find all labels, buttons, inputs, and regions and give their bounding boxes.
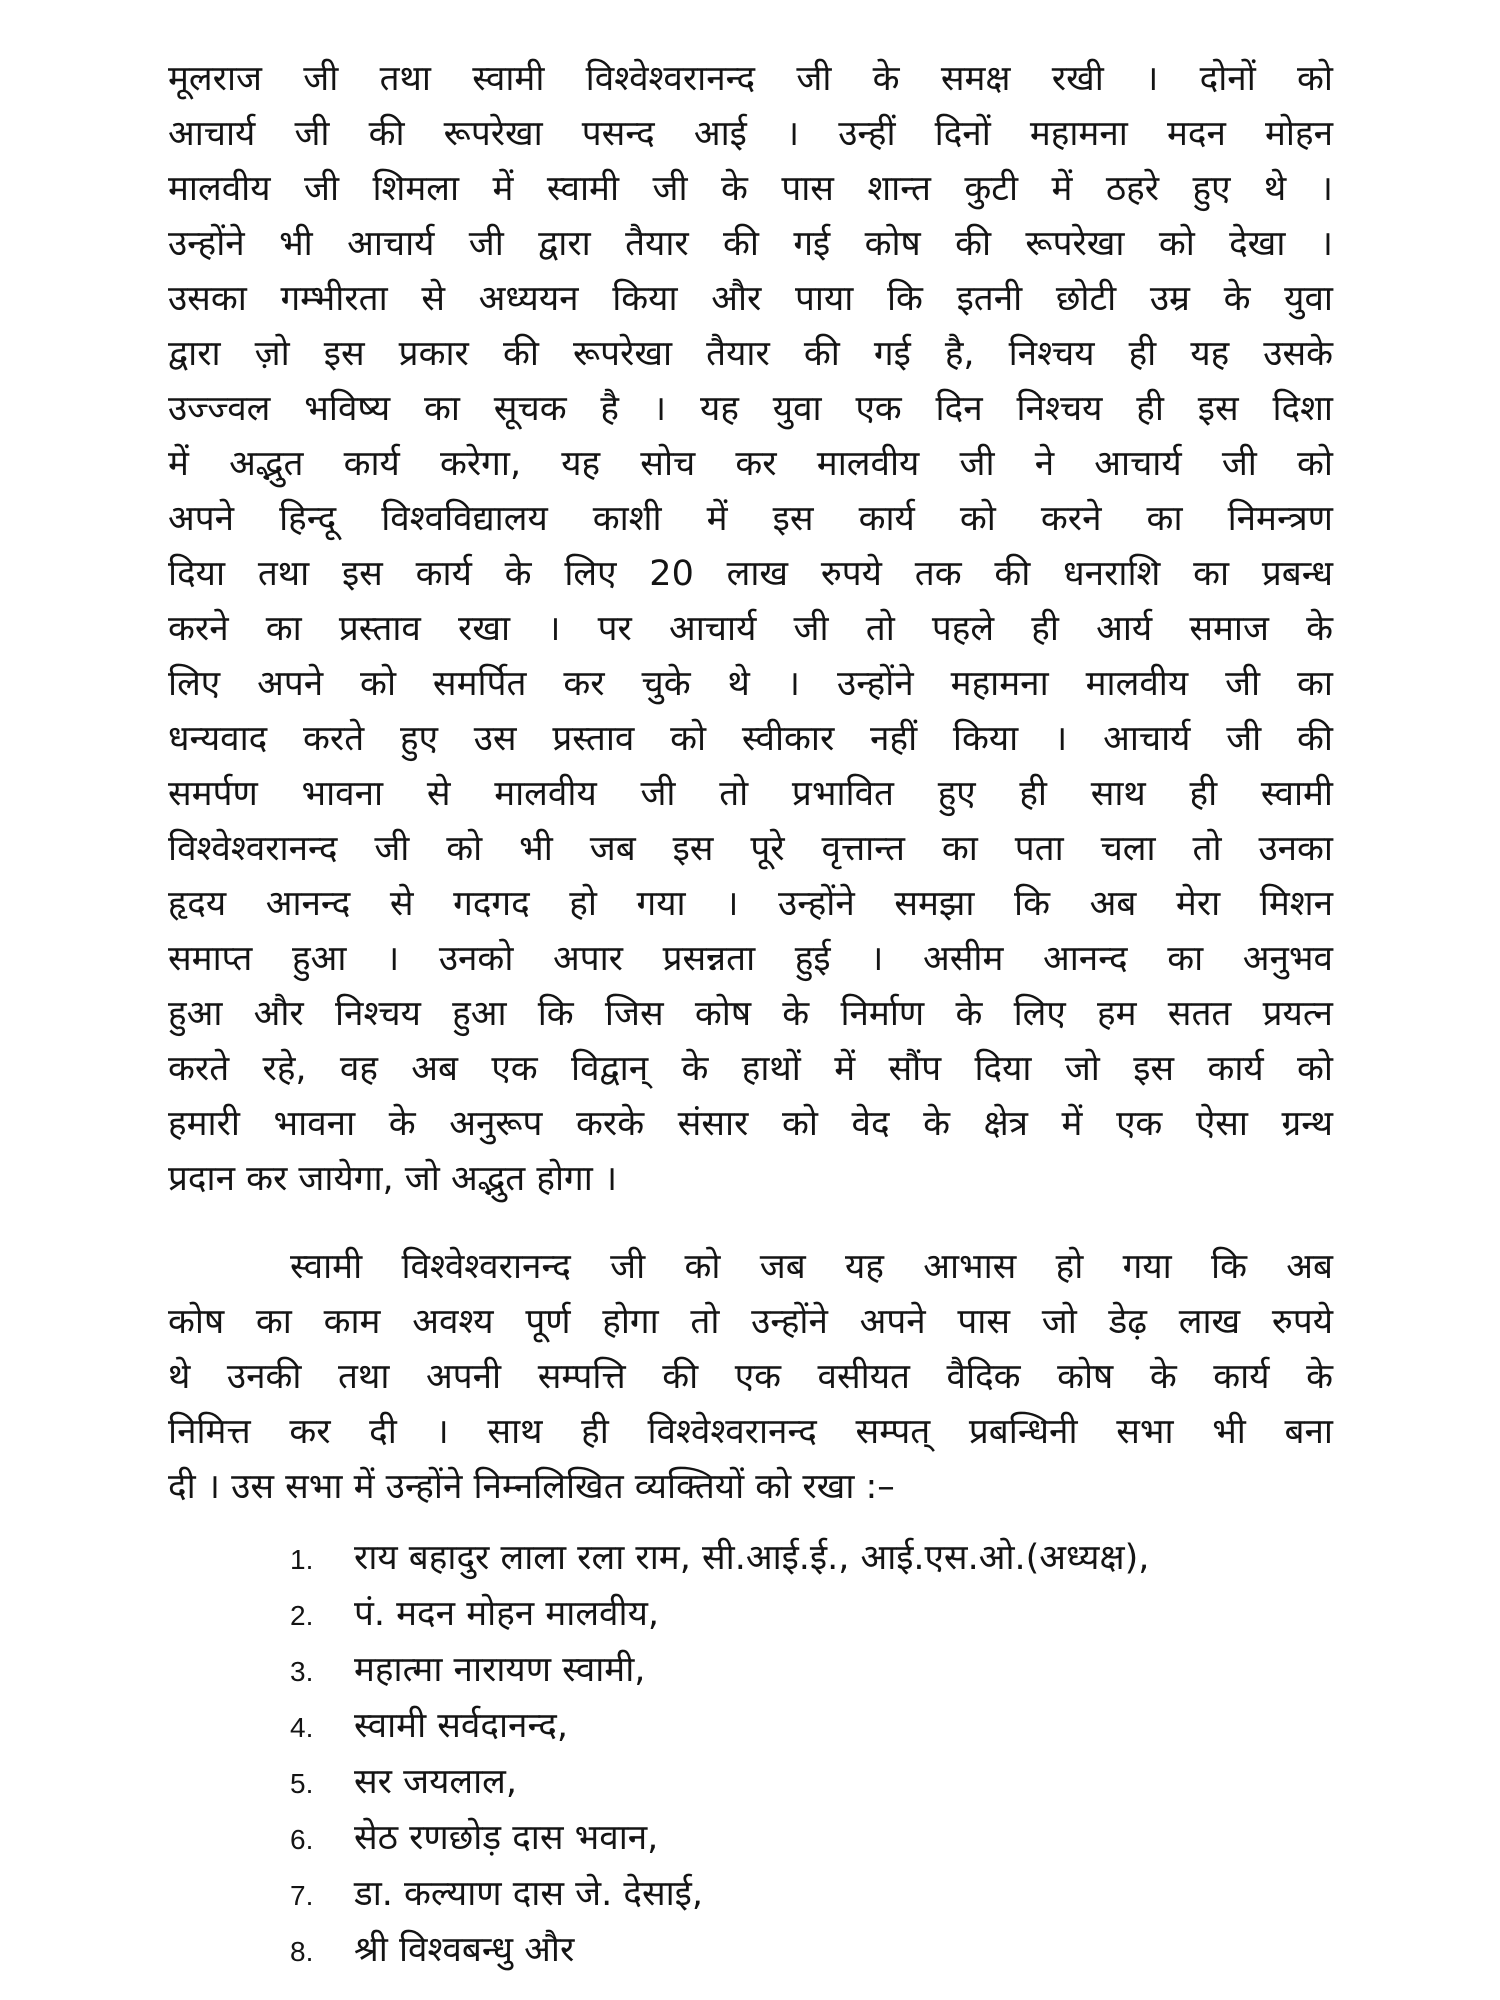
text-line: थे उनकी तथा अपनी सम्पत्ति की एक वसीयत वैदिक कोष के कार्य के xyxy=(168,1357,1333,1397)
list-item xyxy=(290,1866,703,1922)
text-line: हमारी भावना के अनुरूप करके संसार को वेद के क्षेत्र में एक ऐसा ग्रन्थ xyxy=(168,1104,1333,1144)
list-text: स्वामी सर्वदानन्द, xyxy=(354,1706,568,1746)
text-line: आचार्य जी की रूपरेखा पसन्द आई । उन्हीं दिनों महामना मदन मोहन xyxy=(168,114,1333,154)
list-text: महात्मा नारायण स्वामी, xyxy=(354,1650,646,1690)
text-line: समर्पण भावना से मालवीय जी तो प्रभावित हुए ही साथ ही स्वामी xyxy=(168,774,1333,814)
list-item xyxy=(290,1754,517,1810)
text-line: समाप्त हुआ । उनको अपार प्रसन्नता हुई । असीम आनन्द का अनुभव xyxy=(168,939,1333,979)
list-number: 1. xyxy=(290,1544,314,1575)
list-item xyxy=(290,1530,1149,1586)
text-line: लिए अपने को समर्पित कर चुके थे । उन्होंने महामना मालवीय जी का xyxy=(168,664,1333,704)
text-line: हृदय आनन्द से गदगद हो गया । उन्होंने समझा कि अब मेरा मिशन xyxy=(168,884,1333,924)
list-number: 2. xyxy=(290,1600,314,1631)
list-item xyxy=(290,1586,659,1642)
list-text: राय बहादुर लाला रला राम, सी.आई.ई., आई.एस.ओ.(अध्यक्ष), xyxy=(354,1538,1150,1578)
text-line: उन्होंने भी आचार्य जी द्वारा तैयार की गई कोष की रूपरेखा को देखा । xyxy=(168,224,1333,264)
text-line: मालवीय जी शिमला में स्वामी जी के पास शान्त कुटी में ठहरे हुए थे । xyxy=(168,169,1333,209)
text-line: अपने हिन्दू विश्वविद्यालय काशी में इस कार्य को करने का निमन्त्रण xyxy=(168,499,1333,539)
text-line: कोष का काम अवश्य पूर्ण होगा तो उन्होंने अपने पास जो डेढ़ लाख रुपये xyxy=(168,1302,1333,1342)
text-line: मूलराज जी तथा स्वामी विश्वेश्वरानन्द जी के समक्ष रखी । दोनों को xyxy=(168,59,1333,99)
list-item xyxy=(290,1810,658,1866)
list-item xyxy=(290,1698,568,1754)
list-text: पं. मदन मोहन मालवीय, xyxy=(354,1594,660,1634)
list-number: 8. xyxy=(290,1936,314,1967)
text-line: में अद्भुत कार्य करेगा, यह सोच कर मालवीय जी ने आचार्य जी को xyxy=(168,444,1333,484)
text-line: प्रदान कर जायेगा, जो अद्भुत होगा । xyxy=(168,1159,618,1199)
text-line: विश्वेश्वरानन्द जी को भी जब इस पूरे वृत्तान्त का पता चला तो उनका xyxy=(168,829,1333,869)
text-line: उज्ज्वल भविष्य का सूचक है । यह युवा एक दिन निश्चय ही इस दिशा xyxy=(168,389,1333,429)
text-line: निमित्त कर दी । साथ ही विश्वेश्वरानन्द सम्पत् प्रबन्धिनी सभा भी बना xyxy=(168,1412,1333,1452)
list-item xyxy=(290,1642,645,1698)
list-number: 3. xyxy=(290,1656,314,1687)
list-text: श्री विश्वबन्धु और xyxy=(354,1930,575,1970)
text-line: धन्यवाद करते हुए उस प्रस्ताव को स्वीकार नहीं किया । आचार्य जी की xyxy=(168,719,1333,759)
text-line: हुआ और निश्चय हुआ कि जिस कोष के निर्माण के लिए हम सतत प्रयत्न xyxy=(168,994,1333,1034)
list-text: सेठ रणछोड़ दास भवान, xyxy=(354,1818,659,1858)
text-line: द्वारा ज़ो इस प्रकार की रूपरेखा तैयार की गई है, निश्चय ही यह उसके xyxy=(168,334,1333,374)
text-line: करते रहे, वह अब एक विद्वान् के हाथों में सौंप दिया जो इस कार्य को xyxy=(168,1049,1333,1089)
text-line: दी । उस सभा में उन्होंने निम्नलिखित व्यक्तियों को रखा :– xyxy=(168,1467,895,1507)
text-line: स्वामी विश्वेश्वरानन्द जी को जब यह आभास हो गया कि अब xyxy=(290,1247,1333,1287)
list-text: सर जयलाल, xyxy=(354,1762,518,1802)
text-line: उसका गम्भीरता से अध्ययन किया और पाया कि इतनी छोटी उम्र के युवा xyxy=(168,279,1333,319)
list-number: 6. xyxy=(290,1824,314,1855)
text-line: करने का प्रस्ताव रखा । पर आचार्य जी तो पहले ही आर्य समाज के xyxy=(168,609,1333,649)
text-line: दिया तथा इस कार्य के लिए 20 लाख रुपये तक की धनराशि का प्रबन्ध xyxy=(168,554,1333,594)
list-item xyxy=(290,1922,574,1978)
list-text: डा. कल्याण दास जे. देसाई, xyxy=(354,1874,703,1914)
list-number: 5. xyxy=(290,1768,314,1799)
list-number: 4. xyxy=(290,1712,314,1743)
list-number: 7. xyxy=(290,1880,314,1911)
